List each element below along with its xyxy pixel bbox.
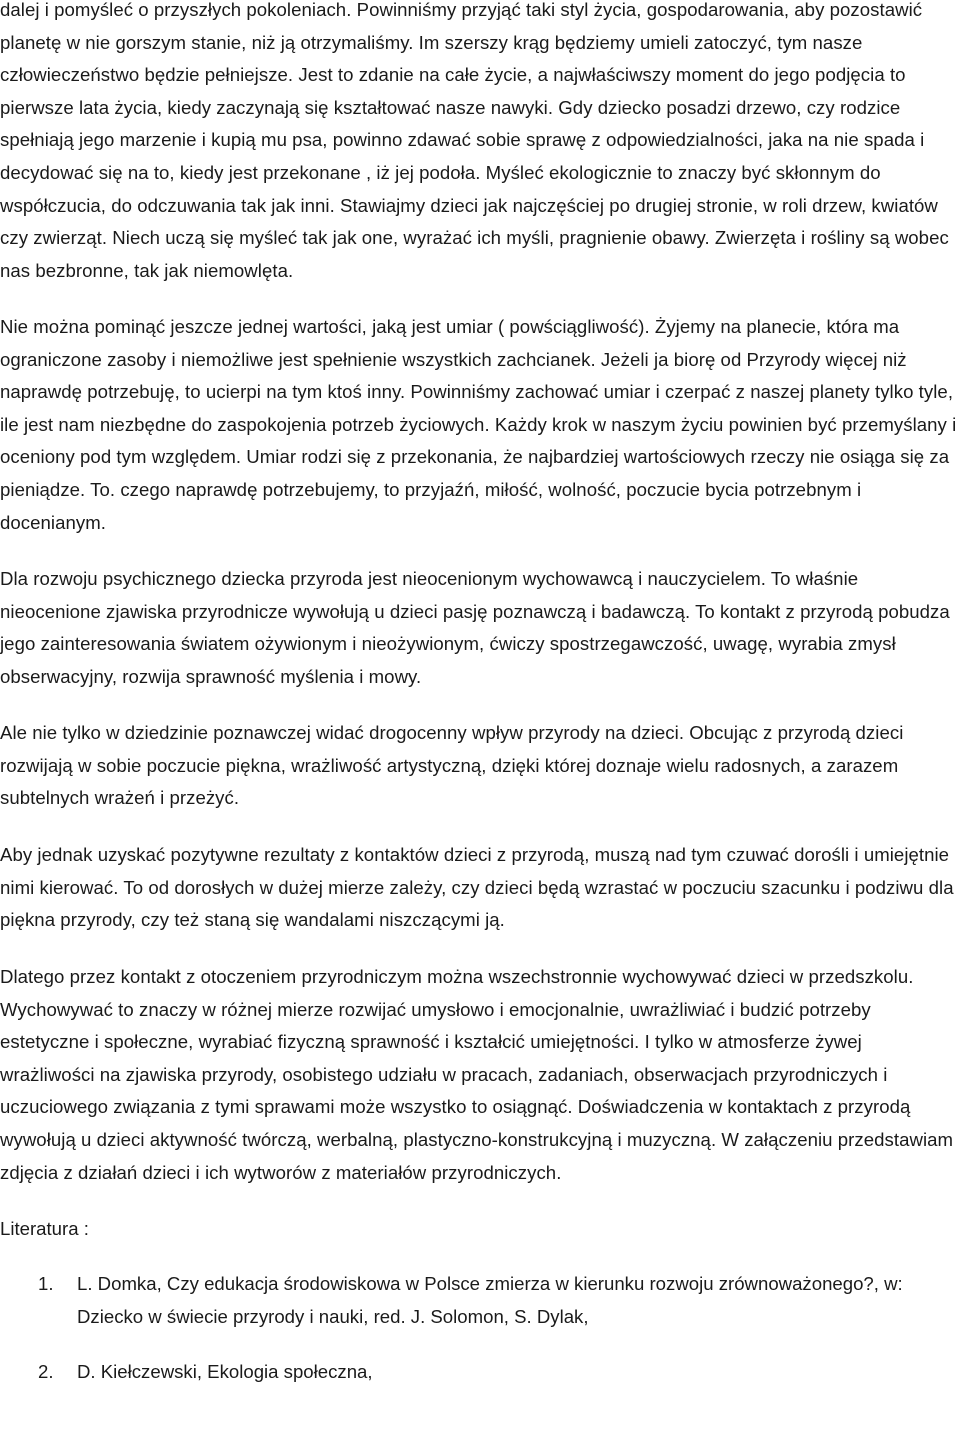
paragraph-kindergarten-education: Dlatego przez kontakt z otoczeniem przyrodniczym można wszechstronnie wychowywać dzieci w przedszkolu. Wychowywać to znaczy w różnej mierze rozwijać umysłowo i emocjonalnie, uwrażliwiać i budzić potrzeby estetyczne i społeczne, wyrabiać fizyczną sprawność i kształcić umiejętności. I tylko w atmosferze żywej wrażliwości na zjawiska przyrody, osobistego udziału w pracach, zadaniach, obserwacjach przyrodniczych i uczuciowego związania z tymi sprawami może wszystko to osiągnąć. Doświadczenia w kontaktach z przyrodą wywołują u dzieci aktywność twórczą, werbalną, plastyczno-konstrukcyjną i muzyczną. W załączeniu przedstawiam zdjęcia z działań dzieci i ich wytworów z materiałów przyrodniczych.: [0, 966, 954, 1183]
literature-item: [0, 1355, 958, 1388]
literature-item-number: 1.: [38, 1273, 54, 1294]
paragraph-aesthetic-development: Ale nie tylko w dziedzinie poznawczej widać drogocenny wpływ przyrody na dzieci. Obcując z przyrodą dzieci rozwijają w sobie poczucie piękna, wrażliwość artystyczną, dzięki której doznaje wielu radosnych, a zarazem subtelnych wrażeń i przeżyć.: [0, 722, 904, 809]
literature-heading: Literatura :: [0, 1218, 89, 1239]
literature-item-text: D. Kiełczewski, Ekologia społeczna,: [77, 1361, 373, 1382]
literature-item-text: L. Domka, Czy edukacja środowiskowa w Polsce zmierza w kierunku rozwoju zrównoważonego?, w: Dziecko w świecie przyrody i nauki, red. J. Solomon, S. Dylak,: [77, 1273, 903, 1327]
paragraph-future-generations: dalej i pomyśleć o przyszłych pokoleniach. Powinniśmy przyjąć taki styl życia, gospodarowania, aby pozostawić planetę w nie gorszym stanie, niż ją otrzymaliśmy. Im szerszy krąg będziemy umieli zatoczyć, tym nasze człowieczeństwo będzie pełniejsze. Jest to zdanie na całe życie, a najwłaściwszy moment do jego podjęcia to pierwsze lata życia, kiedy zaczynają się kształtować nasze nawyki. Gdy dziecko posadzi drzewo, czy rodzice spełniają jego marzenie i kupią mu psa, powinno zdawać sobie sprawę z odpowiedzialności, jaka na nie spada i decydować się na to, kiedy jest przekonane , iż jej podoła. Myśleć ekologicznie to znaczy być skłonnym do współczucia, do odczuwania tak jak inni. Stawiajmy dzieci jak najczęściej po drugiej stronie, w roli drzew, kwiatów czy zwierząt. Niech uczą się myśleć tak jak one, wyrażać ich myśli, pragnienie obawy. Zwierzęta i rośliny są wobec nas bezbronne, tak jak niemowlęta.: [0, 0, 949, 281]
paragraph-moderation: Nie można pominąć jeszcze jednej wartości, jaką jest umiar ( powściągliwość). Żyjemy na planecie, która ma ograniczone zasoby i niemożliwe jest spełnienie wszystkich zachcianek. Jeżeli ja biorę od Przyrody więcej niż naprawdę potrzebuję, to ucierpi na tym ktoś inny. Powinniśmy zachować umiar i czerpać z naszej planety tylko tyle, ile jest nam niezbędne do zaspokojenia potrzeb życiowych. Każdy krok w naszym życiu powinien być przemyślany i oceniony pod tym względem. Umiar rodzi się z przekonania, że najbardziej wartościowych rzeczy nie osiąga się za pieniądze. To. czego naprawdę potrzebujemy, to przyjaźń, miłość, wolność, poczucie bycia potrzebnym i docenianym.: [0, 316, 957, 533]
literature-item-number: 2.: [38, 1361, 54, 1382]
paragraph-adult-guidance: Aby jednak uzyskać pozytywne rezultaty z kontaktów dzieci z przyrodą, muszą nad tym czuwać dorośli i umiejętnie nimi kierować. To od dorosłych w dużej mierze zależy, czy dzieci będą wzrastać w poczuciu szacunku i podziwu dla piękna przyrody, czy też staną się wandalami niszczącymi ją.: [0, 844, 954, 931]
paragraph-psychological-development: Dla rozwoju psychicznego dziecka przyroda jest nieocenionym wychowawcą i nauczycielem. To właśnie nieocenione zjawiska przyrodnicze wywołują u dzieci pasję poznawczą i badawczą. To kontakt z przyrodą pobudza jego zainteresowania światem ożywionym i nieożywionym, ćwiczy spostrzegawczość, uwagę, wyrabia zmysł obserwacyjny, rozwija sprawność myślenia i mowy.: [0, 568, 950, 687]
literature-list: [0, 1267, 958, 1388]
literature-item: [0, 1267, 958, 1333]
